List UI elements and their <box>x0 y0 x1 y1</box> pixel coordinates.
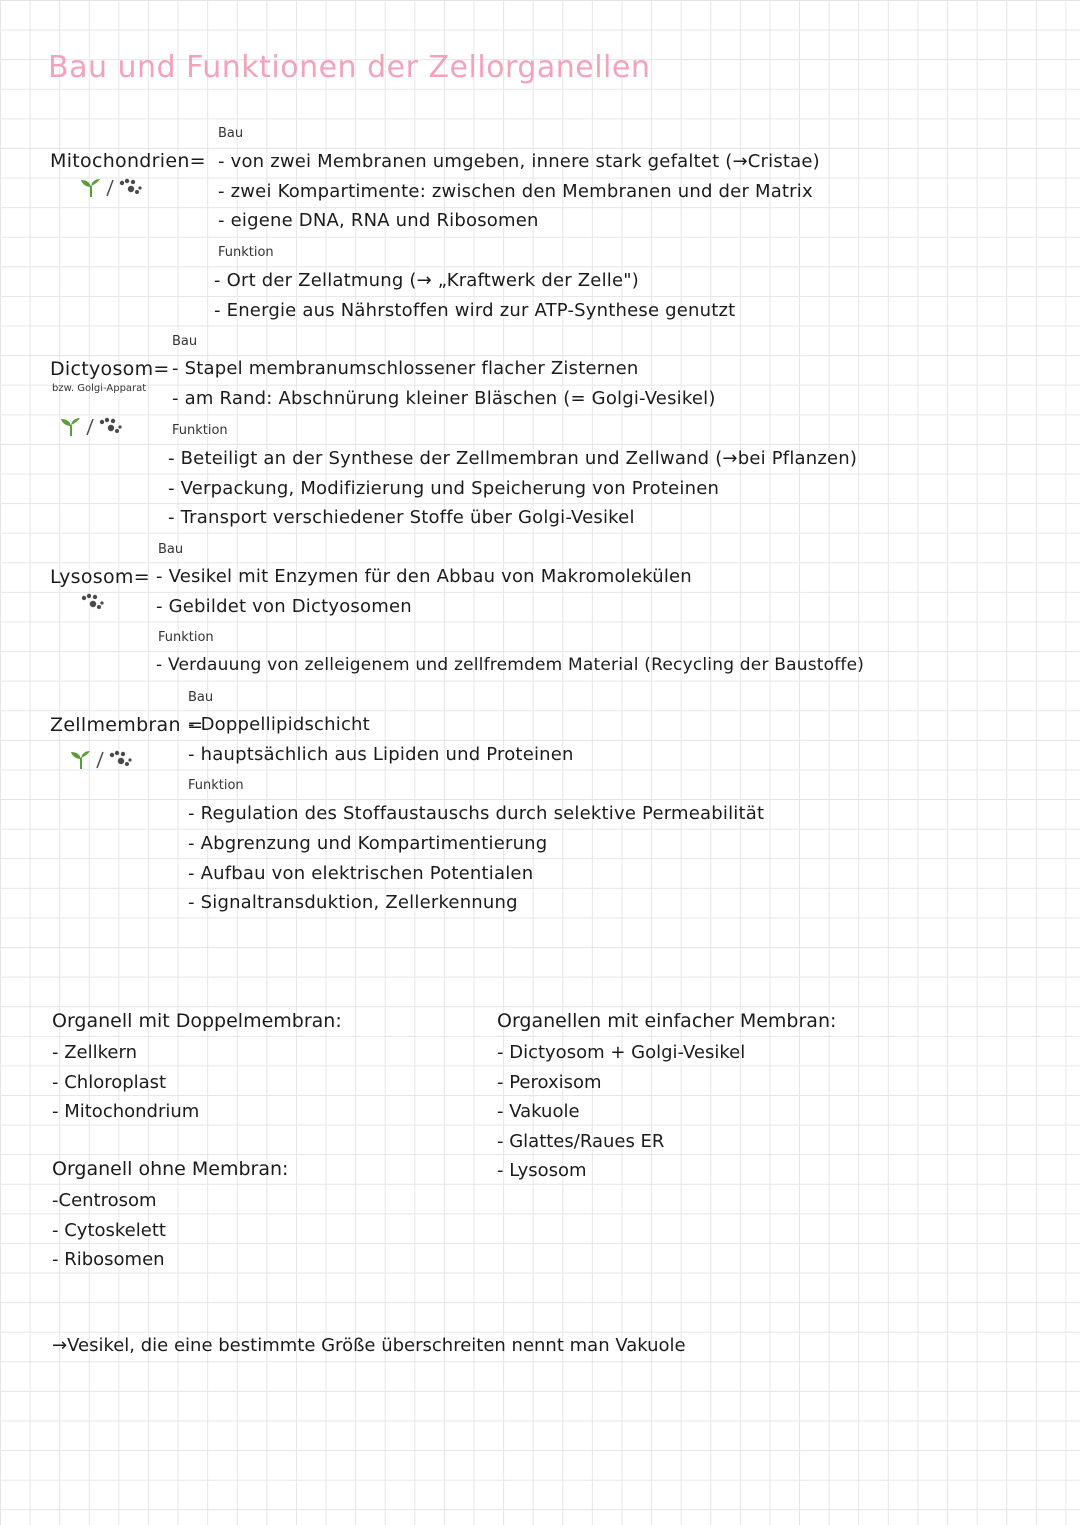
ohne-membran-list <box>52 1158 288 1275</box>
dicty-bau-1: - Stapel membranumschlossener flacher Zisternen <box>172 358 639 379</box>
doppelmembran-list <box>52 1010 342 1127</box>
mito-funktion-label: Funktion <box>218 245 274 260</box>
lyso-bau-2: - Gebildet von Dictyosomen <box>156 596 412 617</box>
zm-bau-label: Bau <box>188 690 214 705</box>
dicty-name: Dictyosom= <box>50 358 170 380</box>
zm-funktion-label: Funktion <box>188 778 244 793</box>
zm-name: Zellmembran = <box>50 714 204 736</box>
mito-bau-label: Bau <box>218 126 244 141</box>
zm-bau-1: - Doppellipidschicht <box>188 714 370 735</box>
dicty-icons <box>60 417 122 437</box>
paw-icon <box>98 417 122 437</box>
dicty-alt-name: bzw. Golgi-Apparat <box>52 383 147 394</box>
list-item: - Glattes/Raues ER <box>497 1130 665 1152</box>
doppelmembran-heading: Organell mit Doppelmembran: <box>52 1010 342 1032</box>
list-item: - Lysosom <box>497 1160 587 1181</box>
zm-funktion-3: - Aufbau von elektrischen Potentialen <box>188 863 534 884</box>
list-item: - Vakuole <box>497 1101 580 1122</box>
paw-icon <box>80 593 104 613</box>
paw-icon <box>118 178 142 198</box>
lyso-name: Lysosom= <box>50 566 150 588</box>
einfache-membran-heading: Organellen mit einfacher Membran: <box>497 1010 837 1032</box>
slash-icon <box>106 178 114 198</box>
list-item: - Dictyosom + Golgi-Vesikel <box>497 1042 746 1063</box>
zm-funktion-4: - Signaltransduktion, Zellerkennung <box>188 892 518 913</box>
plant-icon <box>60 417 82 437</box>
lyso-icons <box>80 593 104 613</box>
mito-funktion-1: - Ort der Zellatmung (→ „Kraftwerk der Zelle") <box>214 270 639 291</box>
dicty-funktion-2: - Verpackung, Modifizierung und Speicherung von Proteinen <box>168 478 720 499</box>
mito-funktion-2: - Energie aus Nährstoffen wird zur ATP-Synthese genutzt <box>214 300 736 321</box>
zm-bau-2: - hauptsächlich aus Lipiden und Proteinen <box>188 744 574 765</box>
mito-bau-3: - eigene DNA, RNA und Ribosomen <box>218 210 539 231</box>
list-item: -Centrosom <box>52 1190 157 1211</box>
dicty-bau-label: Bau <box>172 334 198 349</box>
lyso-bau-label: Bau <box>158 542 184 557</box>
mito-icons <box>80 178 142 198</box>
lyso-funktion-label: Funktion <box>158 630 214 645</box>
list-item: - Mitochondrium <box>52 1101 200 1122</box>
dicty-bau-2: - am Rand: Abschnürung kleiner Bläschen (= Golgi-Vesikel) <box>172 388 716 409</box>
list-item: - Zellkern <box>52 1042 137 1063</box>
list-item: - Cytoskelett <box>52 1219 166 1241</box>
mito-bau-1: - von zwei Membranen umgeben, innere stark gefaltet (→Cristae) <box>218 151 820 172</box>
paw-icon <box>108 750 132 770</box>
lyso-funktion-1: - Verdauung von zelleigenem und zellfremdem Material (Recycling der Baustoffe) <box>156 655 865 675</box>
plant-icon <box>80 178 102 198</box>
ohne-membran-heading: Organell ohne Membran: <box>52 1158 289 1180</box>
page-title: Bau und Funktionen der Zellorganellen <box>48 50 651 85</box>
list-item: - Ribosomen <box>52 1249 165 1270</box>
list-item: - Chloroplast <box>52 1071 167 1093</box>
slash-icon <box>96 750 104 770</box>
lyso-bau-1: - Vesikel mit Enzymen für den Abbau von Makromolekülen <box>156 566 692 587</box>
plant-icon <box>70 750 92 770</box>
zm-funktion-1: - Regulation des Stoffaustauschs durch selektive Permeabilität <box>188 803 765 824</box>
dicty-funktion-1: - Beteiligt an der Synthese der Zellmembran und Zellwand (→bei Pflanzen) <box>168 448 858 469</box>
mito-bau-2: - zwei Kompartimente: zwischen den Membranen und der Matrix <box>218 181 813 202</box>
list-item: - Peroxisom <box>497 1071 602 1093</box>
einfache-membran-list <box>497 1010 836 1186</box>
mito-name: Mitochondrien= <box>50 150 206 172</box>
dicty-funktion-3: - Transport verschiedener Stoffe über Golgi-Vesikel <box>168 507 635 528</box>
vesikel-note: →Vesikel, die eine bestimmte Größe überschreiten nennt man Vakuole <box>52 1335 686 1356</box>
dicty-funktion-label: Funktion <box>172 423 228 438</box>
zm-icons <box>70 750 132 770</box>
zm-funktion-2: - Abgrenzung und Kompartimentierung <box>188 833 548 854</box>
slash-icon <box>86 417 94 437</box>
